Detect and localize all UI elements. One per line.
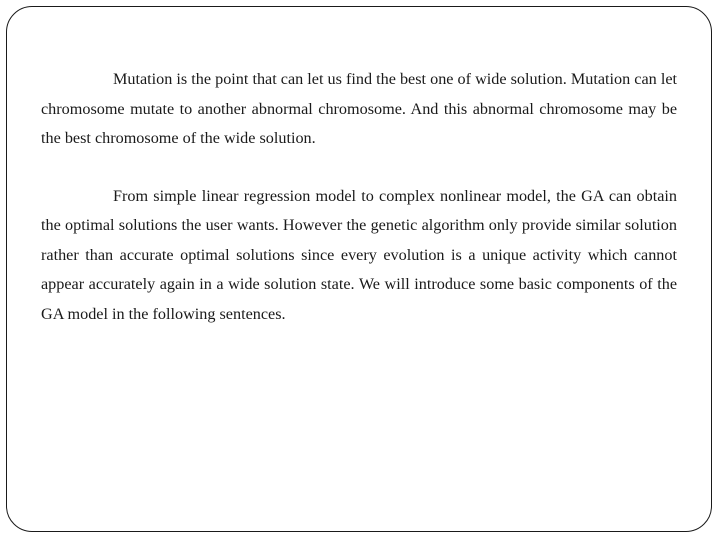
- paragraph-ga-regression: From simple linear regression model to complex nonlinear model, the GA can obtain the optimal solutions the user wants. However the genetic algorithm only provide similar solution rather than accurate optimal solutions since every evolution is a unique activity which cannot appear accurately again in a wide solution state. We will introduce some basic components of the GA model in the following sentences.: [41, 186, 677, 323]
- slide-body: [41, 65, 677, 329]
- slide-frame: [6, 6, 712, 532]
- paragraph-mutation: Mutation is the point that can let us find the best one of wide solution. Mutation can let chromosome mutate to another abnormal chromosome. And this abnormal chromosome may be the best chromosome of the wide solution.: [41, 70, 677, 147]
